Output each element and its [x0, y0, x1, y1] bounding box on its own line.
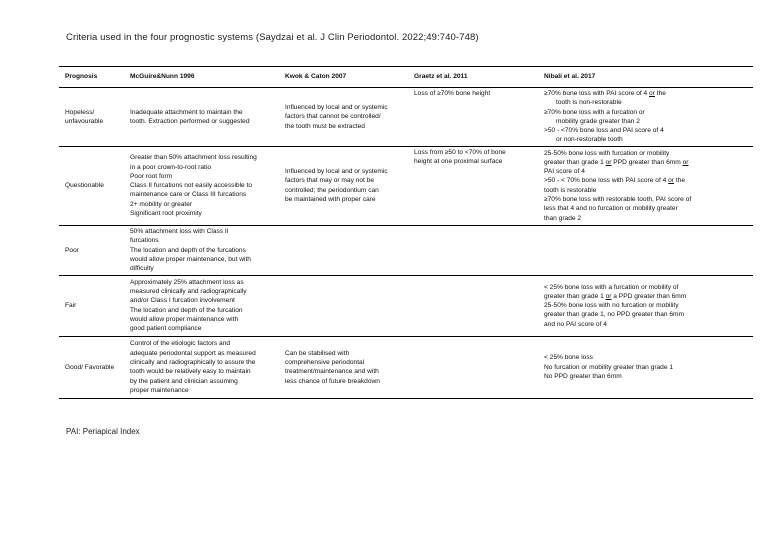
cell-line: in a poor crown-to-root ratio [130, 163, 211, 171]
cell-line: ≥70% bone loss with a furcation or [544, 108, 645, 116]
cell-line: Good/ Favorable [65, 363, 115, 371]
cell-kwok [279, 146, 408, 225]
cell-mcguire [124, 275, 279, 336]
cell-line: measured clinically and radiographically [130, 288, 247, 296]
cell-line: Can be stabilised with [285, 349, 350, 357]
cell-line: 25-50% bone loss with no furcation or mobility [544, 302, 679, 310]
cell-line: Greater than 50% attachment loss resulting [130, 154, 257, 162]
cell-line: ≥70% bone loss with restorable tooth, PAI score of [544, 196, 692, 204]
cell-line: tooth would be relatively easy to maintain [130, 368, 251, 376]
header-nibali: Nibali et al. 2017 [538, 67, 753, 88]
cell-line: and no PAI score of 4 [544, 320, 607, 328]
cell-line: Loss from ≥50 to <70% of bone [414, 148, 506, 156]
cell-line: greater than grade 1, no PPD greater than 6mm [544, 311, 685, 319]
cell-line: treatment/maintenance and with [285, 368, 379, 376]
cell-line: than grade 2 [544, 214, 582, 222]
cell-line: comprehensive periodontal [285, 358, 365, 366]
cell-line: Control of the etiologic factors and [130, 340, 231, 348]
cell-line: and/or Class I furcation involvement [130, 297, 235, 305]
cell-line: clinically and radiographically to assure the [130, 358, 256, 366]
cell-line: unfavourable [65, 117, 104, 125]
cell-line: adequate periodontal support as measured [130, 349, 256, 357]
underlined-word: or [605, 158, 612, 166]
cell-line: No furcation or mobility greater than grade 1 [544, 363, 674, 371]
cell-line: >50 - <70% bone loss and PAI score of 4 [544, 127, 664, 135]
cell-line: Approximately 25% attachment loss as [130, 278, 244, 286]
footnote: PAI: Periapical Index [66, 427, 140, 436]
table-row [59, 146, 753, 225]
cell-line: Poor root form [130, 172, 173, 180]
cell-kwok [279, 88, 408, 147]
header-kwok-caton: Kwok & Caton 2007 [279, 67, 408, 88]
cell-line: 50% attachment loss with Class II [130, 228, 229, 236]
cell-line: by the patient and clinician assuming [130, 377, 238, 385]
table-body [59, 88, 753, 399]
cell-line: be maintained with proper care [285, 196, 376, 204]
table-row [59, 225, 753, 275]
cell-line: tooth is restorable [544, 186, 597, 194]
cell-nibali [538, 225, 753, 275]
cell-line: mobility grade greater than 2 [556, 117, 640, 125]
cell-line: factors that cannot be controlled/ [285, 113, 381, 121]
cell-line: < 25% bone loss with a furcation or mobility of [544, 283, 679, 291]
cell-line: Inadequate attachment to maintain the [130, 108, 243, 116]
cell-nibali [538, 146, 753, 225]
cell-line: Class II furcations not easily accessible to [130, 182, 253, 190]
cell-line: PAI score of 4 [544, 168, 585, 176]
cell-line: < 25% bone loss [544, 354, 593, 362]
cell-line: 2+ mobility or greater [130, 200, 193, 208]
cell-line: maintenance care or Class III furcations [130, 191, 247, 199]
cell-line: Significant root proximity [130, 210, 202, 218]
cell-line: tooth is non-restorable [556, 99, 622, 107]
table-row [59, 275, 753, 336]
cell-line: Poor [65, 246, 79, 254]
underlined-word: or [649, 90, 655, 97]
cell-mcguire [124, 146, 279, 225]
underlined-word: or [668, 177, 675, 185]
table-row [59, 336, 753, 398]
cell-line: greater than grade 1 or a PPD greater than 6mm [544, 292, 687, 300]
header-prognosis: Prognosis [59, 67, 124, 88]
cell-graetz [408, 88, 538, 147]
cell-line: tooth. Extraction performed or suggested [130, 117, 250, 125]
cell-line: less chance of future breakdown [285, 377, 380, 385]
cell-line: or non-restorable tooth [556, 136, 623, 144]
cell-mcguire [124, 336, 279, 398]
cell-graetz [408, 146, 538, 225]
cell-prognosis [59, 88, 124, 147]
cell-line: would allow proper maintenance, but with [130, 255, 251, 263]
cell-nibali [538, 336, 753, 398]
cell-line: The location and depth of the furcation [130, 306, 243, 314]
cell-line: controlled; the periodontium can [285, 186, 379, 194]
cell-graetz [408, 336, 538, 398]
cell-line: 25-50% bone loss with furcation or mobility [544, 149, 670, 157]
cell-kwok [279, 225, 408, 275]
header-mcguire-nunn: McGuire&Nunn 1996 [124, 67, 279, 88]
table-caption: Criteria used in the four prognostic systems (Saydzai et al. J Clin Periodontol. 2022;49:740-748) [66, 32, 479, 43]
cell-line: factors that may or may not be [285, 177, 375, 185]
cell-line: furcations [130, 237, 159, 245]
cell-line: difficulty [130, 265, 154, 273]
cell-mcguire [124, 225, 279, 275]
cell-prognosis [59, 336, 124, 398]
cell-line: good patient compliance [130, 325, 202, 333]
cell-graetz [408, 225, 538, 275]
table-header-row [59, 67, 753, 88]
cell-line: greater than grade 1 or PPD greater than 6mm or [544, 158, 689, 166]
cell-nibali [538, 88, 753, 147]
cell-line: ≥70% bone loss with PAI score of 4 or the [544, 90, 666, 97]
cell-line: Loss of ≥70% bone height [414, 90, 491, 97]
cell-line: would allow proper maintenance with [130, 316, 239, 324]
cell-graetz [408, 275, 538, 336]
cell-mcguire [124, 88, 279, 147]
cell-kwok [279, 336, 408, 398]
cell-line: >50 - < 70% bone loss with PAI score of 4 or the [544, 177, 686, 185]
cell-line: less that 4 and no furcation or mobility greater [544, 205, 678, 213]
cell-line: proper maintenance [130, 386, 189, 394]
cell-line: Influenced by local and or systemic [285, 103, 388, 111]
cell-line: Questionable [65, 182, 104, 190]
cell-prognosis [59, 225, 124, 275]
cell-line: No PPD greater than 6mm [544, 372, 622, 380]
cell-line: The location and depth of the furcations [130, 246, 246, 254]
cell-kwok [279, 275, 408, 336]
underlined-word: or [682, 158, 689, 166]
cell-line: Influenced by local and or systemic [285, 168, 388, 176]
header-graetz: Graetz et al. 2011 [408, 67, 538, 88]
table-row [59, 88, 753, 147]
cell-line: the tooth must be extracted [285, 122, 365, 130]
cell-nibali [538, 275, 753, 336]
cell-prognosis [59, 275, 124, 336]
cell-prognosis [59, 146, 124, 225]
underlined-word: or [605, 292, 612, 300]
cell-line: height at one proximal surface [414, 158, 503, 166]
cell-line: Hopeless/ [65, 108, 95, 116]
prognosis-criteria-table [59, 66, 753, 399]
cell-line: Fair [65, 302, 77, 310]
